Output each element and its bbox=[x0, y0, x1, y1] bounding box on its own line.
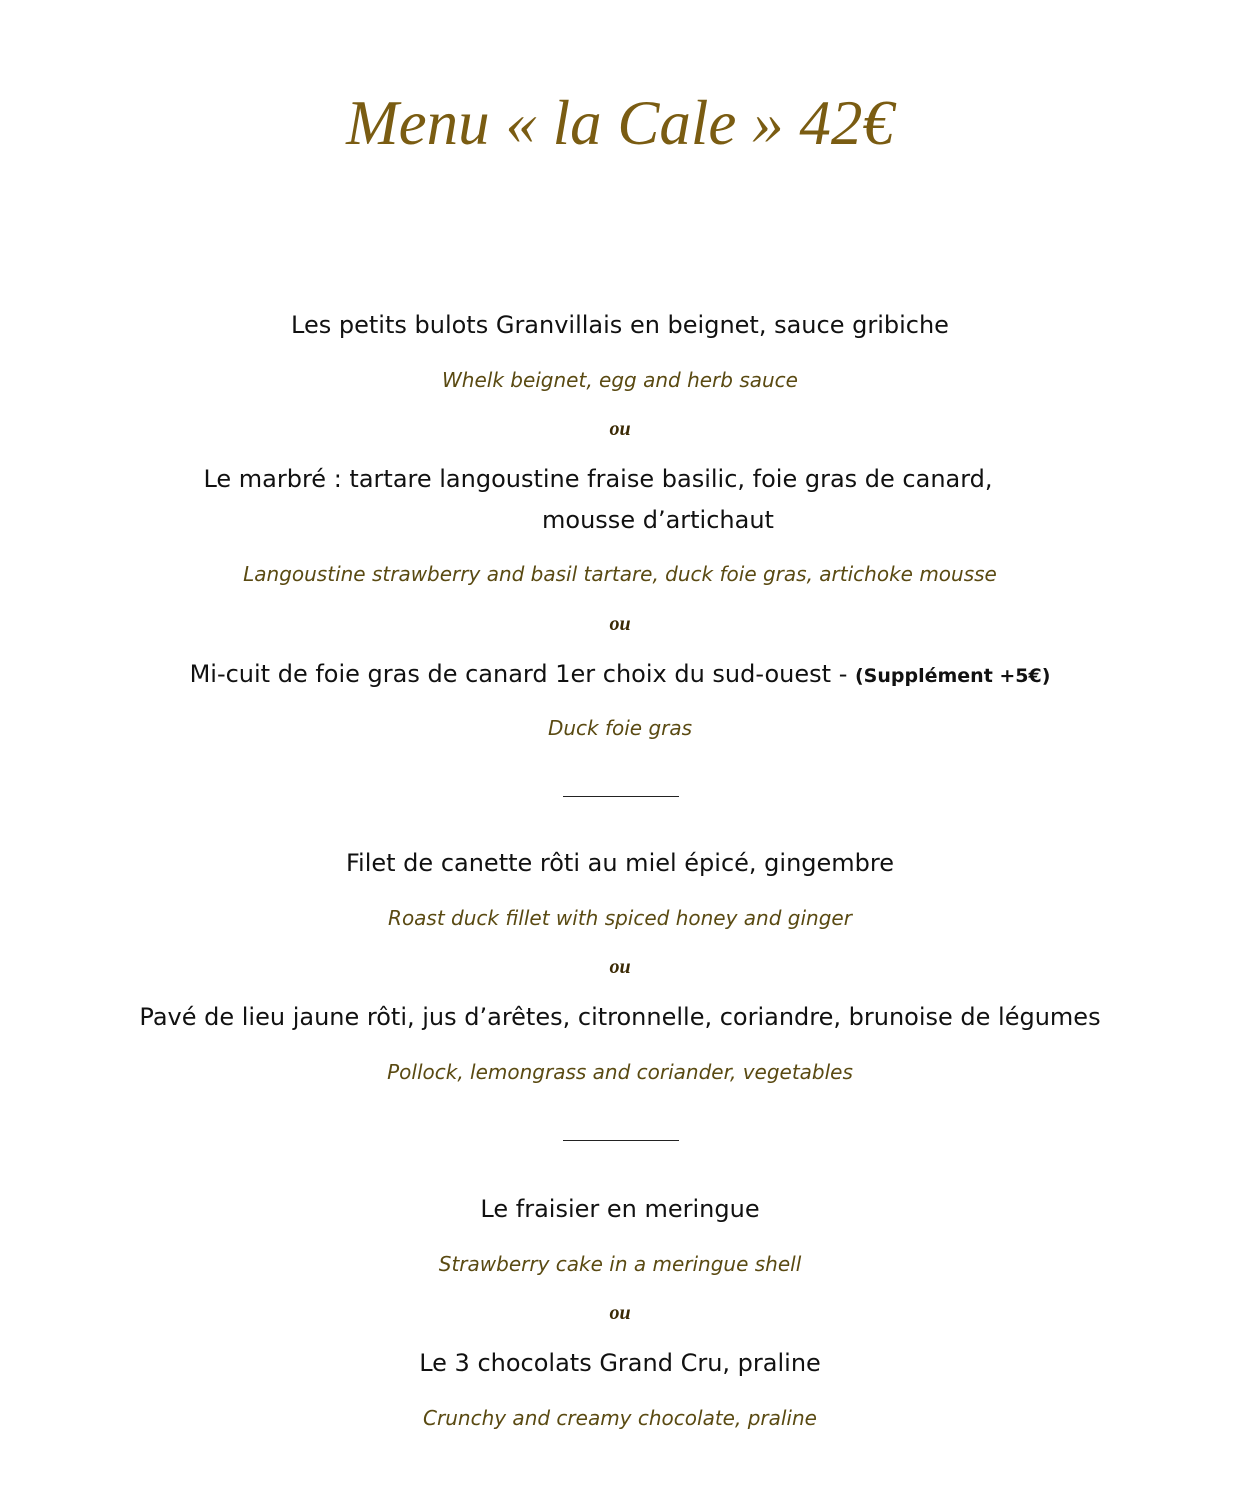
main-1-english: Roast duck fillet with spiced honey and ginger bbox=[388, 906, 852, 930]
or-separator: ou bbox=[609, 613, 631, 635]
main-2-french: Pavé de lieu jaune rôti, jus d’arêtes, citronnelle, coriandre, brunoise de légumes bbox=[139, 1003, 1101, 1031]
starter-1-english: Whelk beignet, egg and herb sauce bbox=[442, 368, 798, 392]
starter-2-french-line2: mousse d’artichaut bbox=[542, 506, 774, 534]
dessert-2-english: Crunchy and creamy chocolate, praline bbox=[423, 1406, 817, 1430]
or-separator: ou bbox=[609, 418, 631, 440]
starter-3-french bbox=[0, 662, 1240, 686]
starter-2-english: Langoustine strawberry and basil tartare, duck foie gras, artichoke mousse bbox=[243, 562, 997, 586]
dessert-1-french: Le fraisier en meringue bbox=[480, 1195, 760, 1223]
starter-3-name: Mi-cuit de foie gras de canard 1er choix du sud-ouest - bbox=[189, 660, 855, 688]
course-divider bbox=[563, 796, 679, 797]
course-divider bbox=[563, 1140, 679, 1141]
or-separator: ou bbox=[609, 1302, 631, 1324]
menu-title: Menu « la Cale » 42€ bbox=[346, 88, 894, 158]
dessert-2-french: Le 3 chocolats Grand Cru, praline bbox=[419, 1349, 821, 1377]
main-1-french: Filet de canette rôti au miel épicé, gingembre bbox=[345, 849, 895, 877]
starter-3-english: Duck foie gras bbox=[547, 716, 693, 740]
main-2-english: Pollock, lemongrass and coriander, vegetables bbox=[387, 1060, 853, 1084]
dessert-1-english: Strawberry cake in a meringue shell bbox=[438, 1252, 802, 1276]
or-separator: ou bbox=[609, 956, 631, 978]
supplement-note: (Supplément +5€) bbox=[854, 665, 1051, 687]
starter-2-french-line1: Le marbré : tartare langoustine fraise basilic, foie gras de canard, bbox=[203, 465, 993, 493]
starter-1-french: Les petits bulots Granvillais en beignet, sauce gribiche bbox=[291, 311, 949, 339]
